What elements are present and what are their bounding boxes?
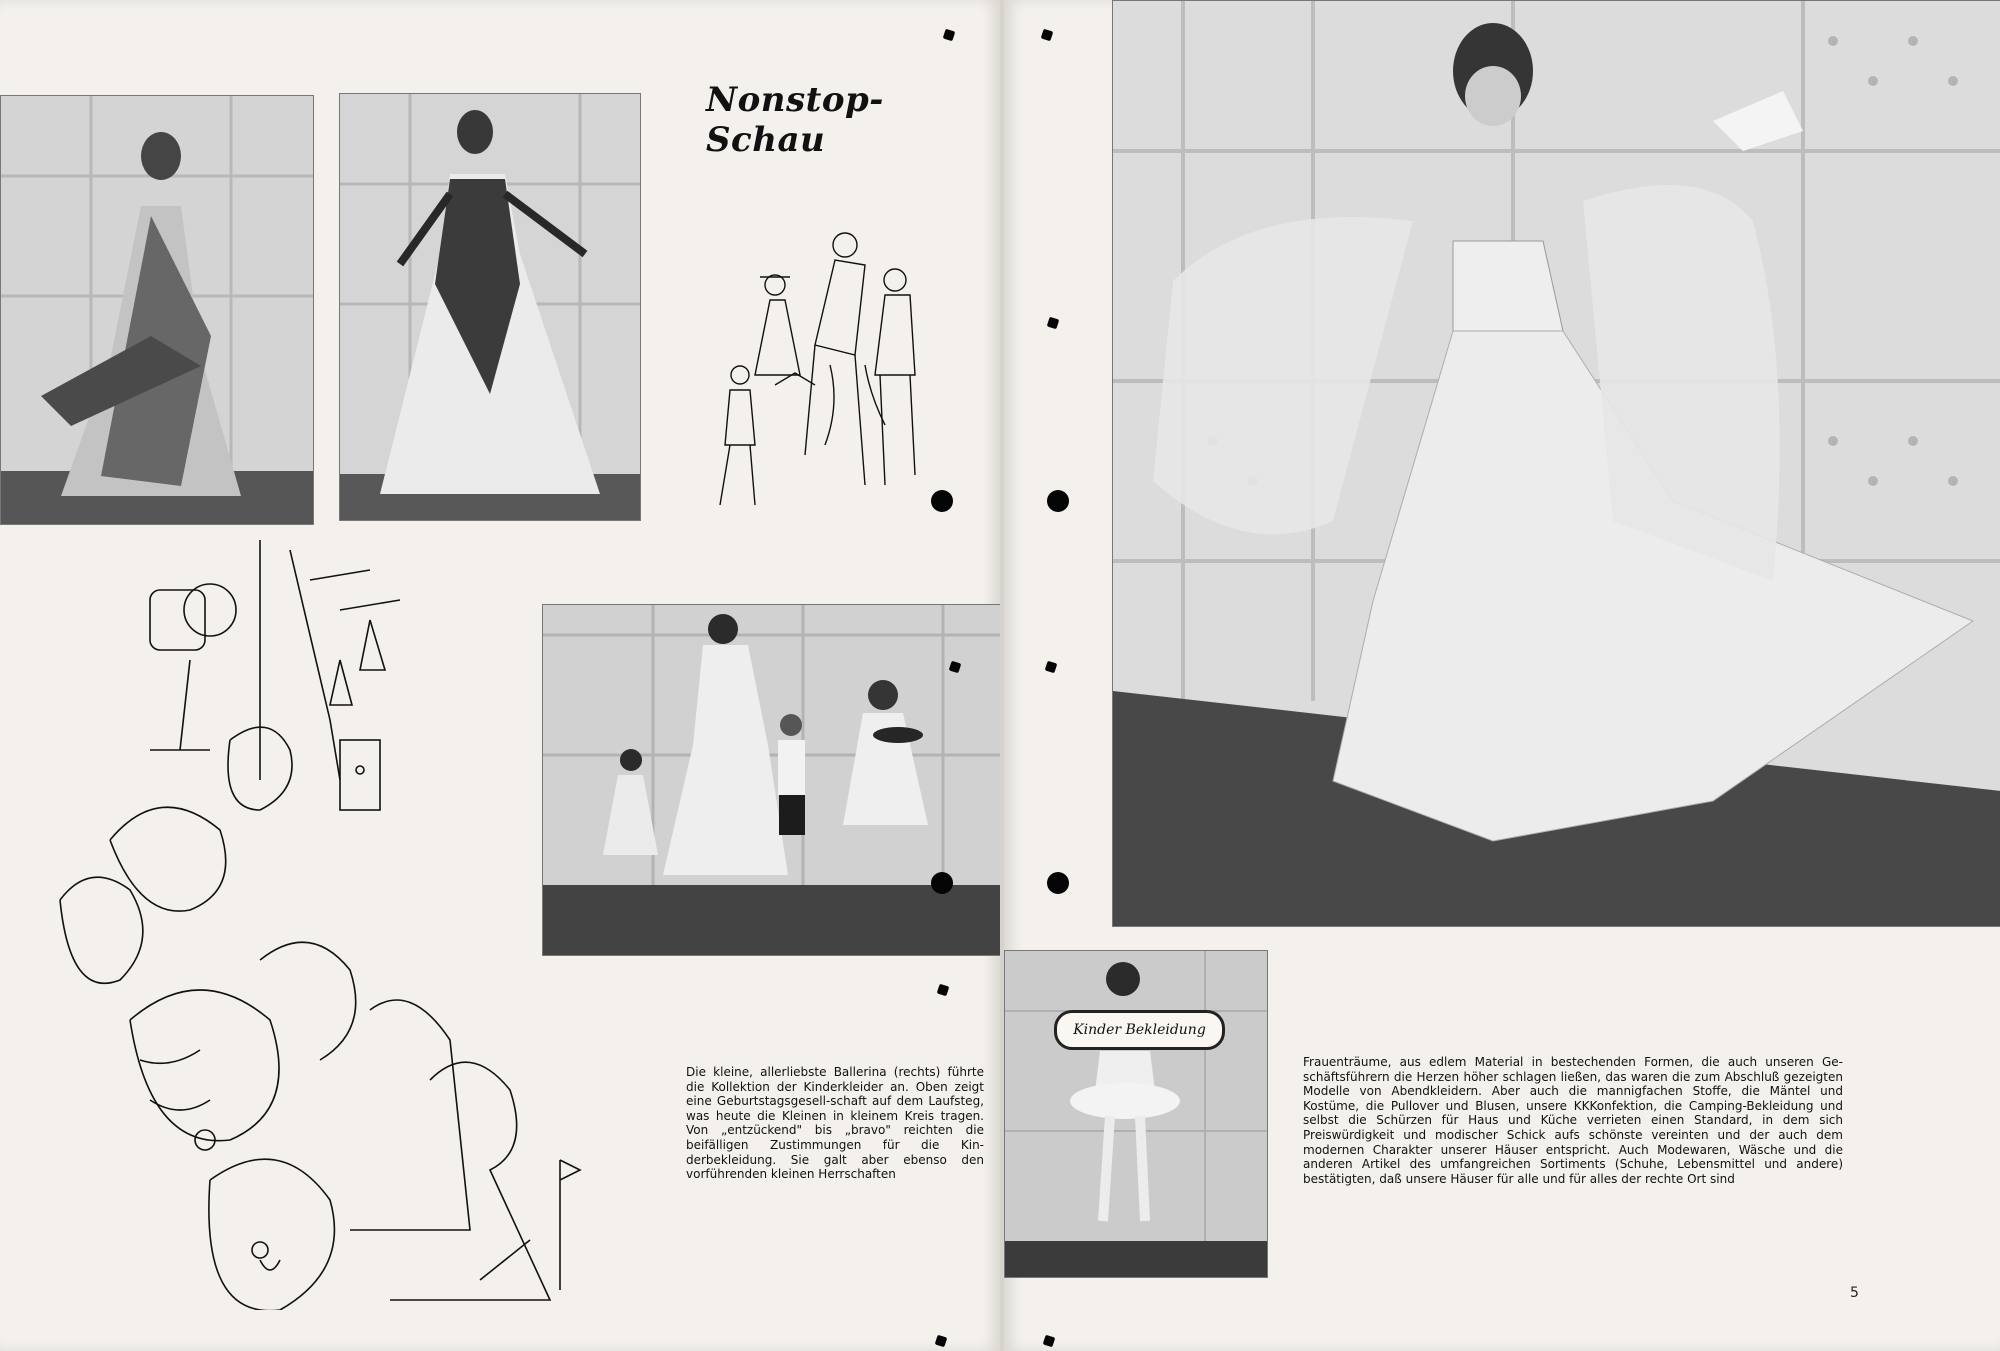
photo-children-birthday-image <box>543 605 1003 955</box>
binder-hole <box>931 872 953 894</box>
binder-hole <box>1047 872 1069 894</box>
kinder-bekleidung-sign <box>1054 1010 1225 1050</box>
ink-speck <box>935 1335 948 1348</box>
photo-model-ballgown-image <box>1113 1 2000 926</box>
photo-ballerina-sign-image <box>1005 951 1267 1277</box>
binder-hole <box>931 490 953 512</box>
caption-left: Die kleine, allerliebste Ballerina (rechts) führte die Kollektion der Kinderkleider an. Oben zeigt eine Geburtstagsgesell-schaft auf dem Laufsteg, was heute die Kleinen in kleinem Kreis tragen. Von „entzückend" bis „bravo" reichten die beifälligen Zustimmungen für die Kin-derbekleidung. Sie galt aber ebenso den vorführenden kleinen Herrschaften <box>686 1065 984 1182</box>
ink-speck <box>1043 1335 1056 1348</box>
page-number: 5 <box>1850 1285 1859 1301</box>
caption-right: Frauenträume, aus edlem Material in bestechenden Formen, die auch unseren Ge-schäftsführern die Herzen höher schlagen ließen, das waren die zum Abschluß gezeigten Modelle von Abendkleidern. Aber auch die mannigfachen Stoffe, die Mäntel und Kostüme, die Pullover und Blusen, unsere KKKonfektion, die Camping-Bekleidung und selbst die Schürzen für Haus und Küche verrieten einen Standard, in dem sich Preiswürdigkeit und modischer Schick aufs schönste vereinten und der auch dem modernen Charakter unserer Häuser entspricht. Auch Modewaren, Wäsche und die anderen Artikel des umfangreichen Sortiments (Schuhe, Lebensmittel und andere) bestätigten, daß unsere Häuser für alle und für alles der rechte Ort sind <box>1303 1055 1843 1186</box>
ink-speck <box>1047 317 1060 330</box>
photo-model-lace-bodice-image <box>340 94 640 520</box>
ink-sketch-audience-camera <box>40 540 600 1310</box>
ink-speck <box>1041 29 1054 42</box>
binder-hole <box>1047 490 1069 512</box>
photo-model-gown-shawl <box>0 95 314 525</box>
ink-speck <box>937 984 950 997</box>
ink-speck <box>1045 661 1058 674</box>
ink-speck <box>943 29 956 42</box>
fashion-sketch-figures <box>715 225 945 505</box>
page-title: Nonstop-Schau <box>706 80 884 160</box>
kinder-bekleidung-sign-text: Kinder Bekleidung <box>1073 1022 1206 1038</box>
photo-model-gown-shawl-image <box>1 96 313 524</box>
photo-model-lace-bodice <box>339 93 641 521</box>
photo-ballerina-sign <box>1004 950 1268 1278</box>
right-page <box>1004 0 2000 1351</box>
photo-children-birthday <box>542 604 1004 956</box>
photo-model-ballgown <box>1112 0 2000 927</box>
